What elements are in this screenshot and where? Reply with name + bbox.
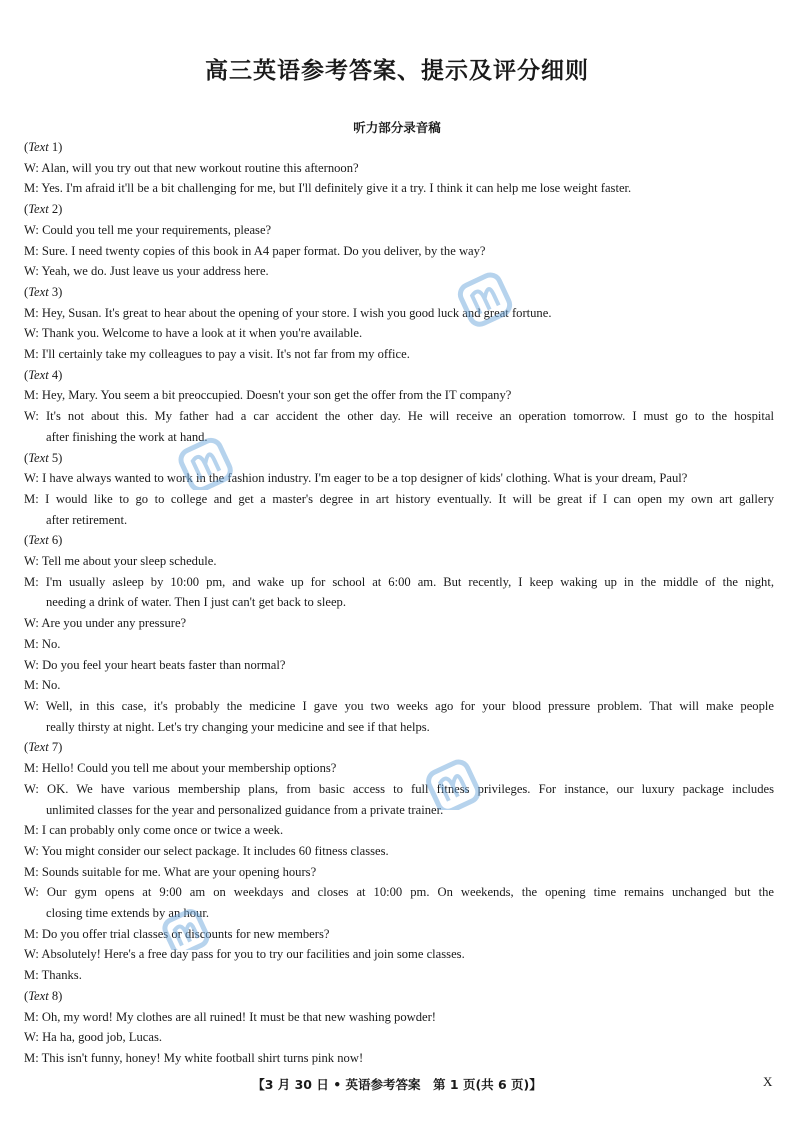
dialogue-line: W: Could you tell me your requirements, please? — [24, 222, 272, 237]
dialogue-line: M: I'll certainly take my colleagues to pay a visit. It's not far from my office. — [24, 347, 410, 362]
dialogue-continuation: unlimited classes for the year and personalized guidance from a private trainer. — [46, 802, 444, 817]
text-label: (Text 4) — [24, 367, 63, 382]
dialogue-line: M: No. — [24, 678, 61, 693]
dialogue-line: M: Thanks. — [24, 968, 82, 983]
dialogue-line: M: Yes. I'm afraid it'll be a bit challenging for me, but I'll definitely give it a try. I think it can help me lose weight faster. — [24, 181, 632, 196]
text-label: (Text 3) — [24, 284, 63, 299]
dialogue-line: W: Thank you. Welcome to have a look at it when you're available. — [24, 326, 363, 341]
dialogue-line: M: I can probably only come once or twice a week. — [24, 823, 284, 838]
dialogue-line: M: Hey, Mary. You seem a bit preoccupied. Doesn't your son get the offer from the IT company? — [24, 388, 512, 403]
text-label: (Text 2) — [24, 202, 63, 217]
dialogue-line: M: Oh, my word! My clothes are all ruined! It must be that new washing powder! — [24, 1009, 437, 1024]
dialogue-line: W: Ha ha, good job, Lucas. — [24, 1030, 163, 1045]
dialogue-line: W: It's not about this. My father had a car accident the other day. He will receive an operation tomorrow. I must go to the hospital — [24, 409, 774, 424]
dialogue-line: W: Well, in this case, it's probably the medicine I gave you two weeks ago for your blood pressure problem. That will make people — [24, 698, 774, 713]
footer-mark: X — [763, 1074, 773, 1089]
dialogue-line: W: I have always wanted to work in the fashion industry. I'm eager to be a top designer of kids' clothing. What is your dream, Paul? — [24, 471, 688, 486]
transcript-body — [24, 137, 774, 1069]
page-footer: 【3 月 30 日 • 英语参考答案 第 1 页(共 6 页)】 — [252, 1077, 542, 1092]
dialogue-line: W: Are you under any pressure? — [24, 616, 187, 631]
dialogue-line: W: Absolutely! Here's a free day pass for you to try our facilities and join some classes. — [24, 947, 465, 962]
dialogue-continuation: closing time extends by an hour. — [46, 906, 209, 921]
text-label: (Text 6) — [24, 533, 63, 548]
dialogue-line: M: Hey, Susan. It's great to hear about the opening of your store. I wish you good luck and great fortune. — [24, 305, 552, 320]
dialogue-line: M: I would like to go to college and get a master's degree in art history eventually. It will be great if I can open my own art gallery — [24, 491, 774, 506]
dialogue-line: W: OK. We have various membership plans, from basic access to full fitness privileges. For instance, our luxury package includes — [24, 781, 774, 796]
text-label: (Text 8) — [24, 988, 63, 1003]
dialogue-line: M: Sure. I need twenty copies of this book in A4 paper format. Do you deliver, by the way? — [24, 243, 486, 258]
dialogue-continuation: really thirsty at night. Let's try changing your medicine and see if that helps. — [46, 719, 430, 734]
dialogue-line: M: Hello! Could you tell me about your membership options? — [24, 761, 337, 776]
dialogue-line: M: No. — [24, 636, 61, 651]
dialogue-line: W: Tell me about your sleep schedule. — [24, 554, 217, 569]
dialogue-line: W: Alan, will you try out that new workout routine this afternoon? — [24, 160, 359, 175]
dialogue-line: W: You might consider our select package. It includes 60 fitness classes. — [24, 843, 389, 858]
dialogue-line: W: Our gym opens at 9:00 am on weekdays and closes at 10:00 pm. On weekends, the opening time remains unchanged but the — [24, 885, 774, 900]
text-label: (Text 1) — [24, 140, 63, 154]
dialogue-continuation: after retirement. — [46, 512, 128, 527]
dialogue-line: M: I'm usually asleep by 10:00 pm, and wake up for school at 6:00 am. But recently, I keep waking up in the middle of the night, — [24, 574, 774, 589]
dialogue-continuation: needing a drink of water. Then I just can't get back to sleep. — [46, 595, 346, 610]
dialogue-line: W: Yeah, we do. Just leave us your address here. — [24, 264, 269, 279]
dialogue-line: W: Do you feel your heart beats faster than normal? — [24, 657, 286, 672]
dialogue-continuation: after finishing the work at hand. — [46, 429, 208, 444]
dialogue-line: M: Do you offer trial classes or discounts for new members? — [24, 926, 330, 941]
dialogue-line: M: This isn't funny, honey! My white football shirt turns pink now! — [24, 1050, 364, 1065]
text-label: (Text 5) — [24, 450, 63, 465]
section-heading: 听力部分录音稿 — [353, 120, 441, 135]
text-label: (Text 7) — [24, 740, 63, 755]
dialogue-line: M: Sounds suitable for me. What are your opening hours? — [24, 864, 317, 879]
page-title: 高三英语参考答案、提示及评分细则 — [205, 58, 589, 84]
